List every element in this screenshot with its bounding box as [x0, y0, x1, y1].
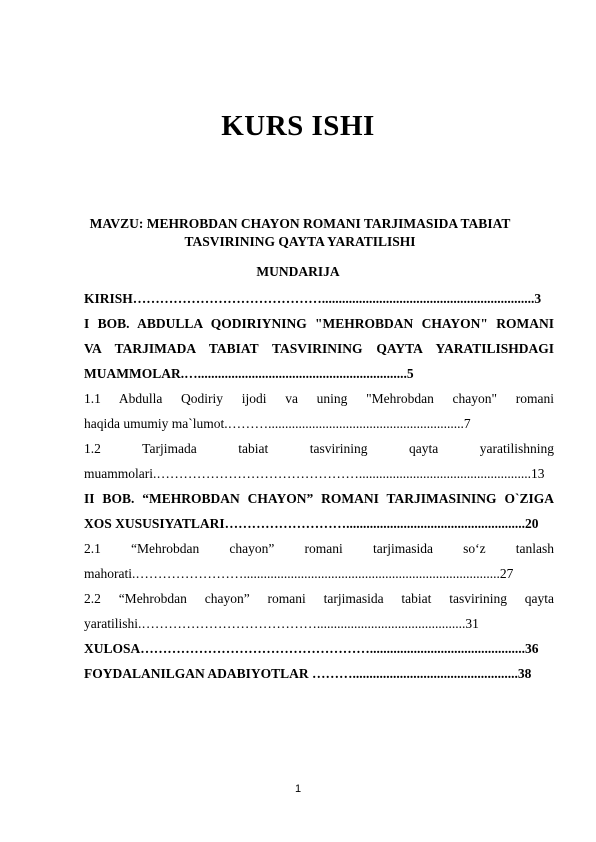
toc-entry-section-2-2-line-1: 2.2 “Mehrobdan chayon” romani tarjimasida tabiat tasvirining qayta: [84, 591, 554, 606]
toc-entry-section-1-2-line-2: muammolari.………………………………………...................................................13: [84, 466, 545, 481]
toc-entry-section-2-2-line-2: yaratilishi.…………………………………............................................31: [84, 616, 479, 631]
topic-line-2: TASVIRINING QAYTA YARATILISHI: [184, 234, 416, 249]
topic-heading: [80, 215, 520, 251]
contents-heading: MUNDARIJA: [256, 264, 340, 279]
toc-entry-xulosa: XULOSA……………………………………………..............................................36: [84, 641, 539, 656]
document-title: KURS ISHI: [221, 110, 375, 142]
toc-entry-section-1-1-line-1: 1.1 Abdulla Qodiriy ijodi va uning "Mehrobdan chayon" romani: [84, 391, 554, 406]
toc-entry-section-1-2-line-1: 1.2 Tarjimada tabiat tasvirining qayta yaratilishning: [84, 441, 554, 456]
toc-entry-chapter-1-line-2: VA TARJIMADA TABIAT TASVIRINING QAYTA YARATILISHDAGI: [84, 341, 554, 356]
toc-entry-section-2-1-line-2: mahorati.……………………............................................................................27: [84, 566, 514, 581]
toc-entry-section-2-1-line-1: 2.1 “Mehrobdan chayon” romani tarjimasida so‘z tanlash: [84, 541, 554, 556]
toc-entry-chapter-1-line-3: MUAMMOLAR.…..............................................................5: [84, 366, 414, 381]
table-of-contents: [84, 286, 554, 686]
toc-entry-chapter-2-line-2: XOS XUSUSIYATLARI……………………….....................................................20: [84, 516, 539, 531]
toc-entry-kirish: KIRISH……………………………………...............................................................3: [84, 291, 542, 306]
toc-entry-chapter-1-line-1: I BOB. ABDULLA QODIRIYNING "MEHROBDAN CHAYON" ROMANI: [84, 316, 554, 331]
toc-entry-chapter-2-line-1: II BOB. “MEHROBDAN CHAYON” ROMANI TARJIMASINING O`ZIGA: [84, 491, 554, 506]
topic-line-1: MAVZU: MEHROBDAN CHAYON ROMANI TARJIMASIDA TABIAT: [89, 216, 511, 231]
toc-entry-references: FOYDALANILGAN ADABIYOTLAR ……….................................................38: [84, 666, 532, 681]
toc-entry-section-1-1-line-2: haqida umumiy ma`lumot.………..........................................................7: [84, 416, 471, 431]
page-number: 1: [294, 783, 302, 795]
